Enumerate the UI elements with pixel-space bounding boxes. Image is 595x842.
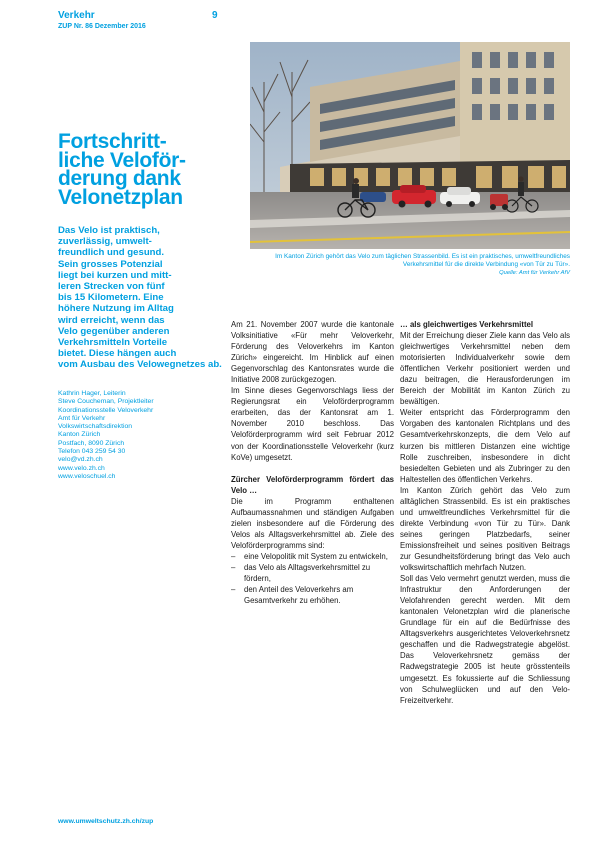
list-item [231, 562, 394, 584]
bullet-dash: – [231, 562, 236, 572]
title-line: derung dank [58, 167, 181, 190]
lead-line: liegt bei kurzen und mitt- [58, 269, 172, 281]
contact-website[interactable]: www.veloschuel.ch [58, 472, 116, 480]
lead-line: wird erreicht, wenn das [58, 314, 165, 326]
contact-address: Postfach, 8090 Zürich [58, 439, 125, 447]
section-heading: Zürcher Veloförderprogramm fördert das Velo … [231, 474, 394, 495]
caption-text: Im Kanton Zürich gehört das Velo zum täglichen Strassenbild. Es ist ein praktisches, umweltfreundliches Verkehrsmittel für die direkte Verbindung «von Tür zu Tür». [275, 253, 570, 269]
lead-line: vom Ausbau des Velowegnetzes ab. [58, 359, 222, 371]
list-item-text: den Anteil des Veloverkehrs am Gesamtverkehr zu erhöhen. [244, 585, 354, 606]
contact-unit: Koordinationsstelle Veloverkehr [58, 406, 154, 414]
contact-office: Amt für Verkehr [58, 414, 106, 422]
contact-block [58, 390, 233, 481]
lead-line: Velo gegenüber anderen [58, 325, 170, 337]
lead-line: zuverlässig, umwelt- [58, 236, 152, 248]
lead-line: bietet. Diese hängen auch [58, 348, 177, 360]
body-paragraph: Am 21. November 2007 wurde die kantonale Volksinitiative «Für mehr Veloverkehr, Förderung des Veloverkehrs im Kanton Zürich» eingereicht. Im Hinblick auf einen Gegenvorschlag des Kantonsrates wurde die Initiative 2008 zurückgezogen. [231, 320, 394, 385]
street-photo [250, 42, 570, 249]
article-title [58, 130, 233, 209]
body-column-1 [231, 319, 394, 606]
title-line: Fortschritt- [58, 130, 167, 153]
section-heading: … als gleichwertiges Verkehrsmittel [400, 320, 534, 329]
body-paragraph: Weiter entspricht das Förderprogramm den Vorgaben des kantonalen Richtplans und des Gesamtverkehrskonzepts, die dem Velo auf kurzen bis mittleren Distanzen eine wichtige Rolle zuschreiben, insbesondere in dicht besiedelten Gebieten und als Zubringer zu den Haltestellen des öffentlichen Verkehrs. [400, 408, 570, 484]
list-item-text: das Velo als Alltagsverkehrsmittel zu fördern, [244, 562, 371, 584]
bullet-dash: – [231, 585, 236, 595]
lead-line: leren Strecken von fünf [58, 281, 165, 293]
contact-email[interactable]: velo@vd.zh.ch [58, 456, 103, 464]
body-column-2 [400, 319, 570, 706]
page-number: 9 [212, 10, 218, 21]
list-item [231, 584, 394, 606]
street-photo-illustration [250, 42, 570, 249]
body-paragraph: Im Sinne dieses Gegenvorschlags liess der Regierungsrat ein Veloförderprogramm erarbeiten, das der Kantonsrat am 1. November 2010 beschloss. Das Veloförderprogramm wird seit Februar 2012 von der Koordinationsstelle Veloverkehr (kurz KoVe) umgesetzt. [231, 386, 394, 462]
contact-phone: Telefon 043 259 54 30 [58, 448, 126, 456]
title-line: Velonetzplan [58, 185, 183, 209]
list-item-text: eine Velopolitik mit System zu entwickeln, [244, 551, 388, 561]
body-paragraph: Soll das Velo vermehrt genutzt werden, muss die Infrastruktur den Anforderungen der Velofahrenden gerecht werden. Mit dem kantonalen Velonetzplan wird die planerische Grundlage für ein auf die Bedürfnisse des Alltagsverkehrs ausgerichtetes Veloverkehrsnetz geschaffen und die Radwegstrategie abgelöst. Das Veloverkehrsnetz gemäss der Radwegstrategie 2005 ist heute grösstenteils umgesetzt. Es fokussierte auf die Schliessung von Schulweglücken und auf den Velo-Freizeitverkehr. [400, 574, 570, 705]
issue-info: ZUP Nr. 86 Dezember 2016 [58, 23, 146, 30]
bullet-dash: – [231, 551, 236, 561]
lead-line: Das Velo ist praktisch, [58, 225, 160, 236]
list-item [231, 551, 394, 562]
contact-website[interactable]: www.velo.zh.ch [58, 464, 105, 472]
contact-name: Kathrin Hager, Leiterin [58, 390, 126, 397]
lead-line: bis 15 Kilometern. Eine [58, 292, 164, 304]
body-paragraph: Im Kanton Zürich gehört das Velo zum alltäglichen Strassenbild. Es ist ein praktisches und umweltfreundliches Verkehrsmittel für die direkte Verbindung «von Tür zu Tür». Dank seines geringen Platzbedarfs, seiner Emissionsfreiheit und seines positiven Beitrags zur Gesundheitsförderung bringt das Velo auch volkswirtschaftlich mehrfach Nutzen. [400, 485, 570, 573]
contact-canton: Kanton Zürich [58, 431, 101, 439]
lead-line: Sein grosses Potenzial [58, 258, 163, 270]
lead-paragraph [58, 225, 233, 371]
contact-name: Steve Coucheman, Projektleiter [58, 398, 154, 406]
lead-line: Verkehrsmitteln Vorteile [58, 337, 168, 349]
contact-department: Volkswirtschaftsdirektion [58, 423, 133, 431]
lead-line: höhere Nutzung im Alltag [58, 303, 174, 315]
body-paragraph: Die im Programm enthaltenen Aufbaumassnahmen und ständigen Aufgaben zielen insbesondere auf die Förderung des Velos als Alltagsverkehrsmittel ab. Ziele des Veloförderprogramms sind: [231, 496, 394, 550]
footer-url[interactable]: www.umweltschutz.zh.ch/zup [58, 818, 154, 825]
section-title: Verkehr [58, 10, 95, 21]
body-paragraph: Mit der Erreichung dieser Ziele kann das Velo als gleichwertiges Verkehrsmittel neben dem motorisierten Individualverkehr sowie dem öffentlichen Verkehr positioniert werden und dazu beitragen, die Herausforderungen im Bereich der Mobilität im Kanton Zürich zu bewältigen. [400, 331, 570, 407]
photo-caption [250, 253, 570, 278]
title-line: liche Veloför- [58, 148, 186, 172]
lead-line: freundlich und gesund. [58, 247, 165, 259]
photo-source: Quelle: Amt für Verkehr AfV [499, 270, 570, 277]
